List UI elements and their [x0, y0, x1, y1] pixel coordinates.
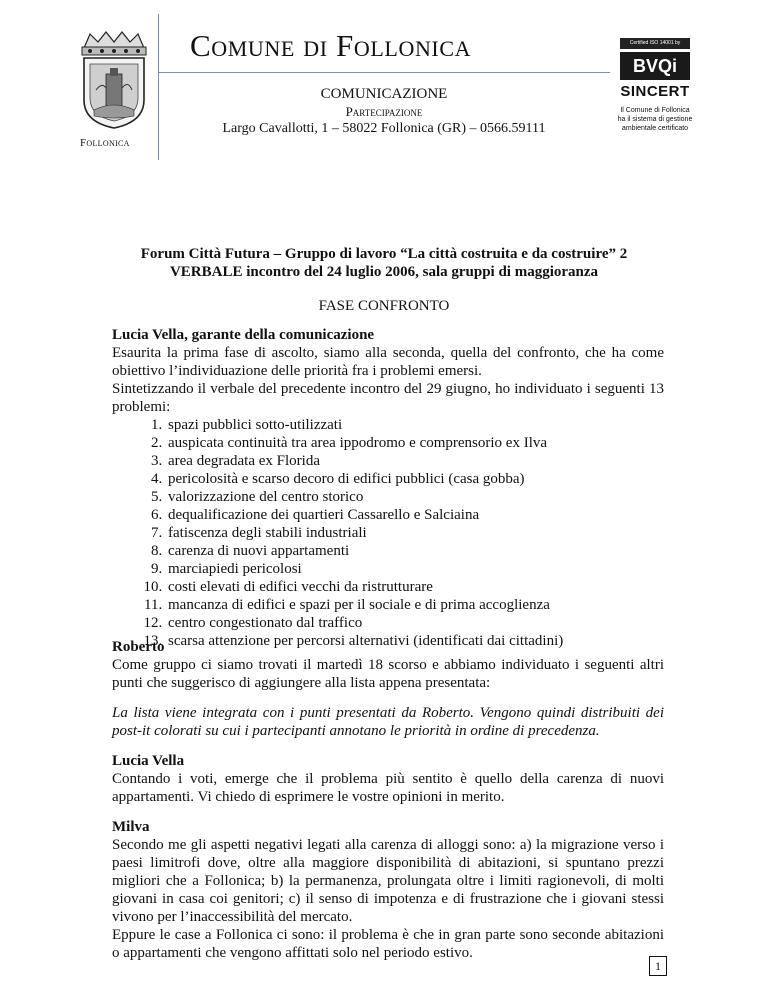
list-item: 10. costi elevati di edifici vecchi da ristrutturare	[166, 578, 664, 596]
list-item: 9. marciapiedi pericolosi	[166, 560, 664, 578]
list-item: 2. auspicata continuità tra area ippodromo e comprensorio ex Ilva	[166, 434, 664, 452]
problems-list	[112, 416, 664, 650]
paragraph: Secondo me gli aspetti negativi legati alla carenza di alloggi sono: a) la migrazione verso i paesi limitrofi dove, oltre alla maggiore disponibilità di abitazioni, si spuntano prezzi migliori che a Follonica; b) la permanenza, prolungata oltre i limiti ragionevoli, di molti giovani in casa coi genitori; c) il senso di impotenza e di frustrazione che i giovani stessi vivono per l’inaccessibilità del mercato.	[112, 837, 664, 925]
section-milva	[112, 818, 664, 962]
address-line: Largo Cavallotti, 1 – 58022 Follonica (GR) – 0566.59111	[222, 121, 546, 136]
paragraph: Eppure le case a Follonica ci sono: il problema è che in gran parte sono seconde abitazioni o appartamenti che vengono affittati solo nel periodo estivo.	[112, 927, 664, 961]
speaker-name: Roberto	[112, 639, 165, 655]
phase-label: FASE CONFRONTO	[318, 298, 450, 314]
section-lucia-vella-votes	[112, 752, 664, 806]
list-item: 11. mancanza di edifici e spazi per il sociale e di prima accoglienza	[166, 596, 664, 614]
speaker-name: Lucia Vella	[112, 753, 185, 769]
paragraph: Come gruppo ci siamo trovati il martedì 18 scorso e abbiamo individuato i seguenti altri punti che suggerisco di aggiungere alla lista appena presentata:	[112, 657, 664, 691]
department-label: COMUNICAZIONE	[320, 86, 448, 102]
bvqi-logo: BVQi	[620, 52, 690, 80]
certification-caption: Il Comune di Follonica ha il sistema di gestione ambientale certificato	[617, 107, 693, 132]
paragraph: Contando i voti, emerge che il problema più sentito è quello della carenza di nuovi appartamenti. Vi chiedo di esprimere le vostre opinioni in merito.	[112, 771, 664, 805]
list-item: 3. area degradata ex Florida	[166, 452, 664, 470]
document-heading-line1: Forum Città Futura – Gruppo di lavoro “La città costruita e da costruire” 2	[140, 246, 628, 262]
certification-logo	[617, 38, 693, 138]
list-item: 8. carenza di nuovi appartamenti	[166, 542, 664, 560]
list-item: 6. dequalificazione dei quartieri Cassarello e Salciaina	[166, 506, 664, 524]
subdepartment-label: Partecipazione	[345, 104, 423, 119]
paragraph: Esaurita la prima fase di ascolto, siamo alla seconda, quella del confronto, che ha come obiettivo l’individuazione delle priorità fra i problemi emersi.	[112, 345, 664, 379]
list-item: 13. scarsa attenzione per percorsi alternativi (identificati dai cittadini)	[166, 632, 664, 650]
paragraph: Sintetizzando il verbale del precedente incontro del 29 giugno, ho individuato i seguenti 13 problemi:	[112, 381, 664, 415]
section-lucia-vella-intro	[112, 326, 664, 650]
list-item: 5. valorizzazione del centro storico	[166, 488, 664, 506]
page-number: 1	[649, 956, 667, 976]
certification-top-text: Certified ISO 14001 by	[620, 38, 690, 49]
page-title: Comune di Follonica	[190, 28, 472, 63]
list-item: 1. spazi pubblici sotto-utilizzati	[166, 416, 664, 434]
document-heading-line2: VERBALE incontro del 24 luglio 2006, sala gruppi di maggioranza	[169, 264, 599, 280]
speaker-name: Lucia Vella, garante della comunicazione	[112, 327, 375, 343]
list-item: 4. pericolosità e scarso decoro di edifici pubblici (casa gobba)	[166, 470, 664, 488]
sincert-logo: SINCERT	[620, 83, 690, 100]
section-roberto	[112, 638, 664, 692]
speaker-name: Milva	[112, 819, 150, 835]
italic-note: La lista viene integrata con i punti presentati da Roberto. Vengono quindi distribuiti dei post-it colorati su cui i partecipanti annotano le priorità in ordine di precedenza.	[112, 705, 664, 739]
list-item: 7. fatiscenza degli stabili industriali	[166, 524, 664, 542]
list-item: 12. centro congestionato dal traffico	[166, 614, 664, 632]
header-horizontal-rule	[158, 72, 610, 73]
crest-label: Follonica	[80, 137, 130, 149]
